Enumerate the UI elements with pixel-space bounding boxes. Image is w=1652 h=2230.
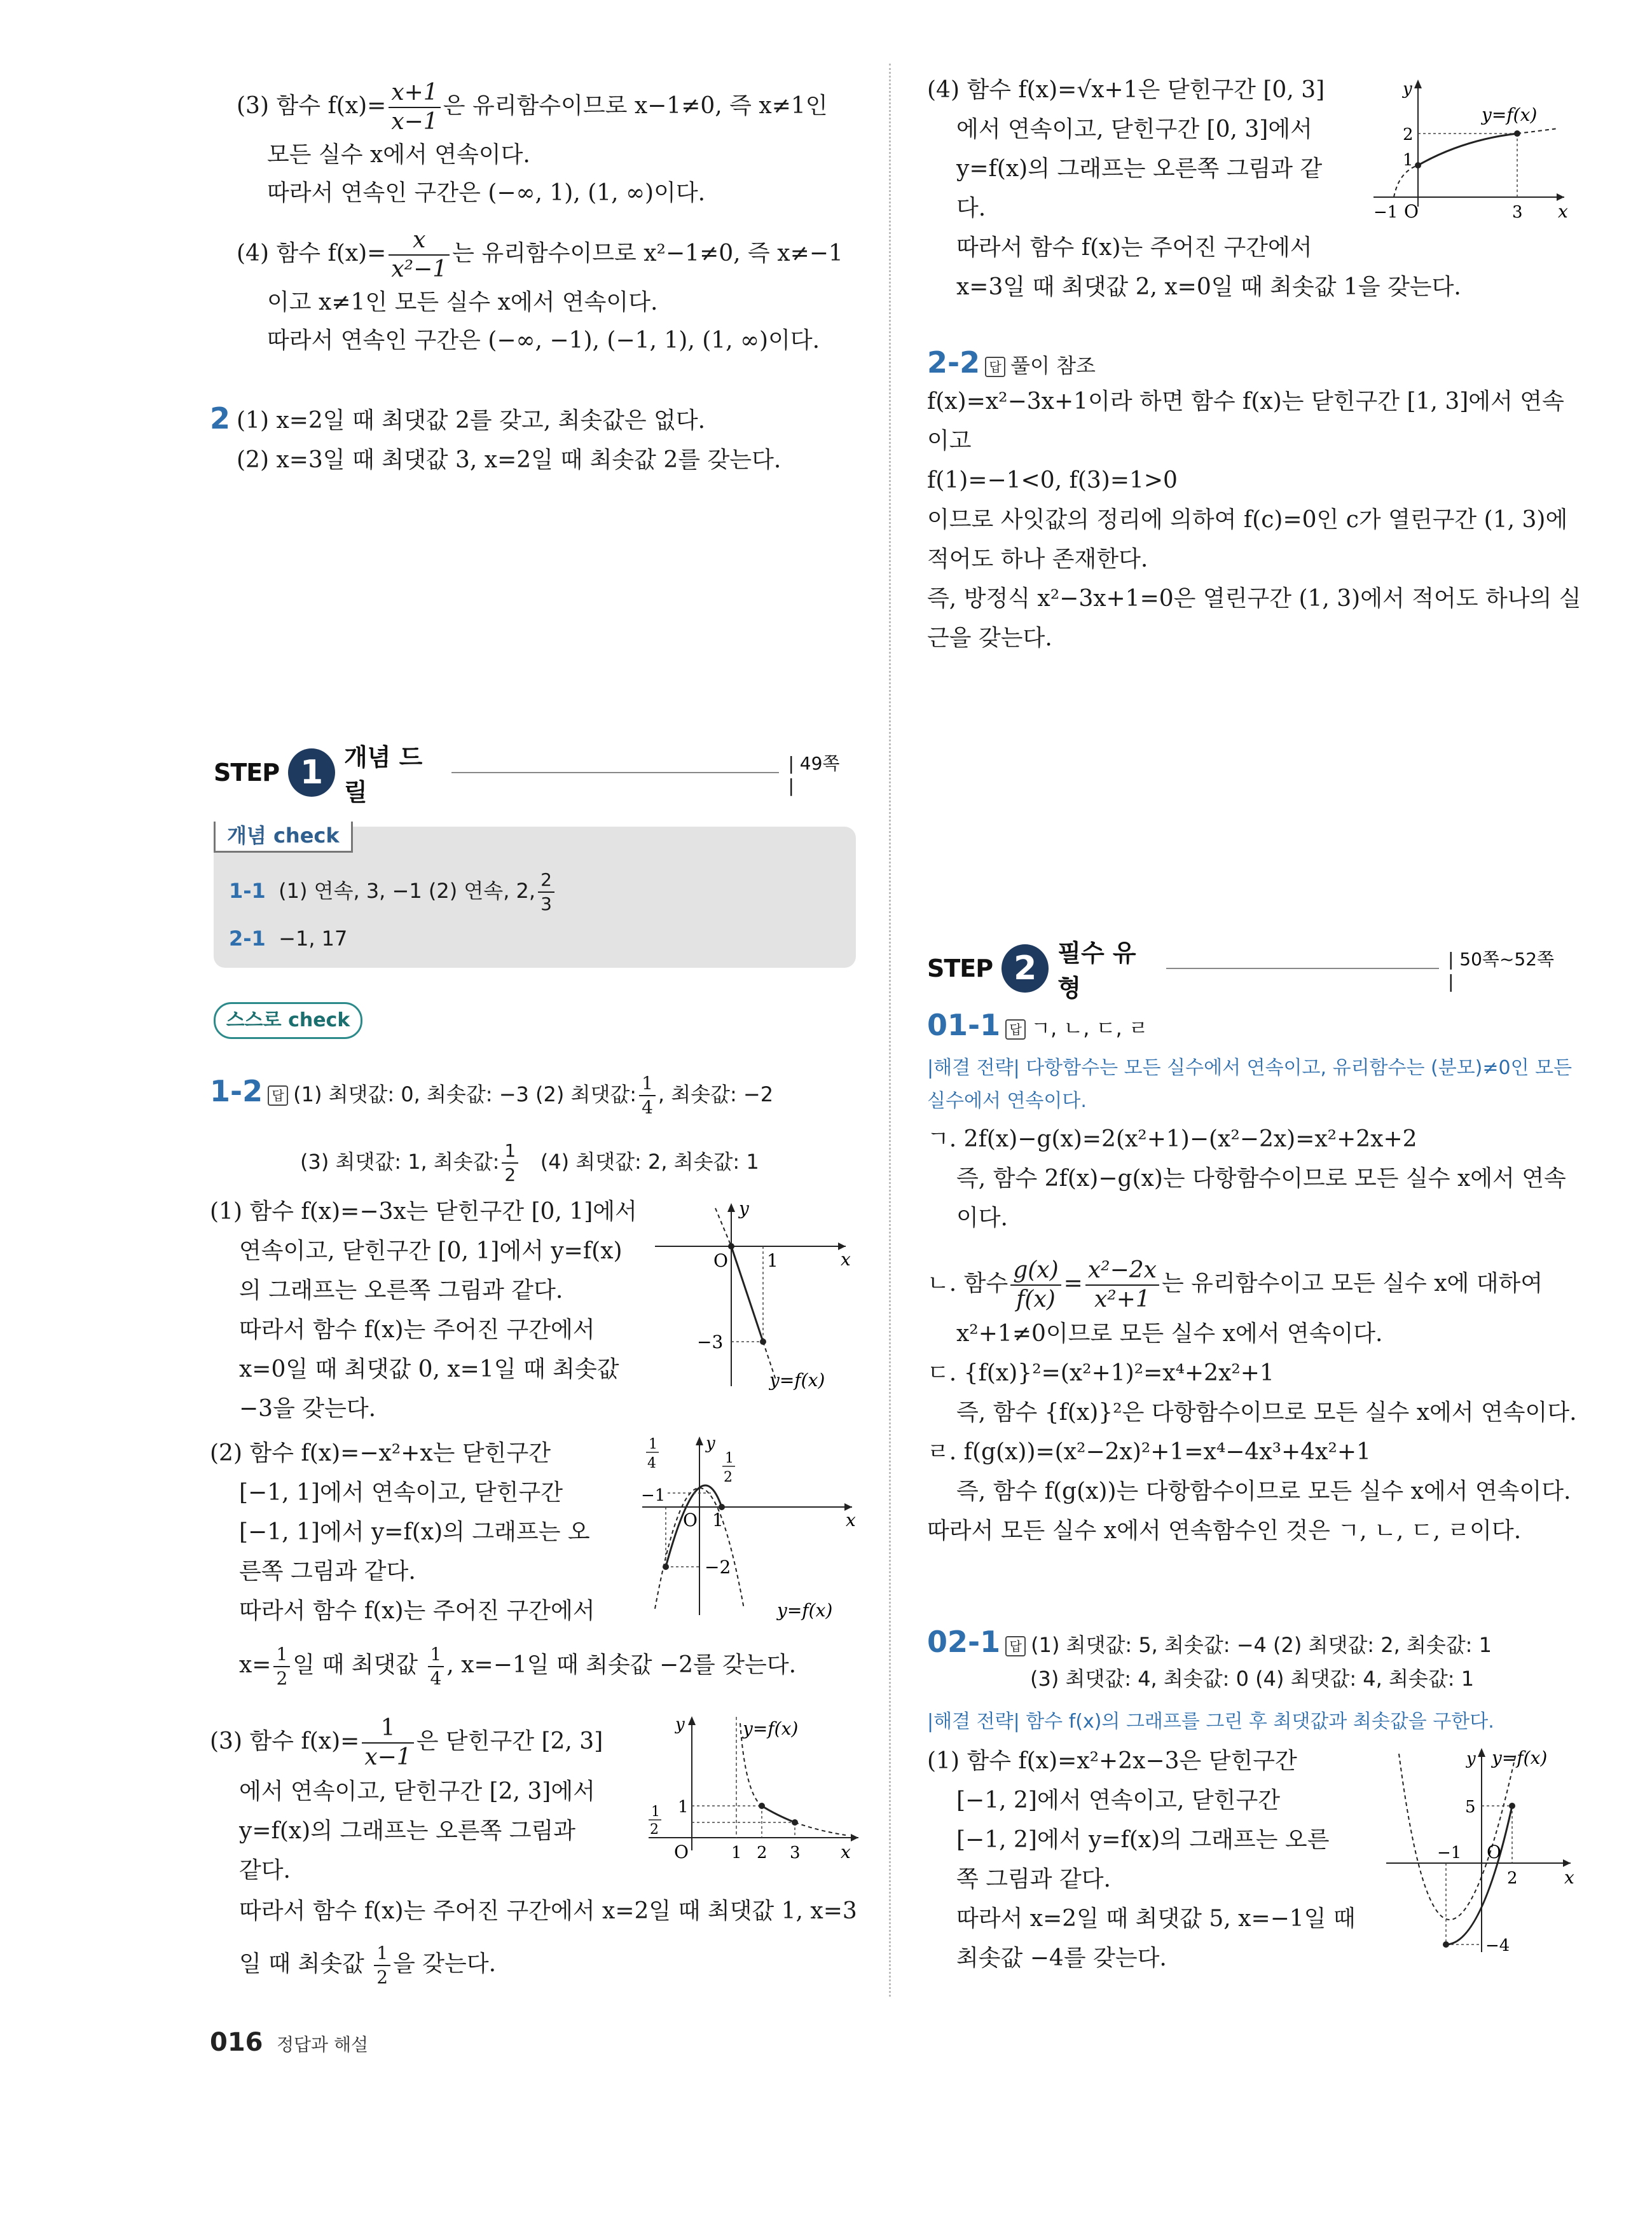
graph-line <box>731 1246 763 1342</box>
graph-dashed-curve <box>1394 165 1418 197</box>
p22-header: 2-2 답 풀이 참조 <box>927 345 1096 380</box>
p12-s2-line: [−1, 1]에서 연속이고, 닫힌구간 <box>239 1480 563 1506</box>
step-label: STEP <box>927 954 993 982</box>
tick-3: 3 <box>1512 203 1523 222</box>
p021-answer2: (3) 최댓값: 4, 최솟값: 0 (4) 최댓값: 4, 최솟값: 1 <box>1030 1667 1475 1691</box>
min-point <box>663 1564 669 1570</box>
origin-label: O <box>1404 201 1419 222</box>
p12-s2-line: 른쪽 그림과 같다. <box>239 1559 416 1585</box>
p021-line: (1) 함수 f(x)=x²+2x−3은 닫힌구간 <box>927 1748 1297 1774</box>
q1-3-line1: (3) 함수 f(x)= $\frac{x+1}{x-1}$ 은 유리함수이므로 x−1≠0, 즉 x≠1인 <box>237 79 828 135</box>
q1-3-line3: 따라서 연속인 구간은 (−∞, 1), (1, ∞)이다. <box>267 180 706 206</box>
tick-2: 2 <box>757 1843 767 1862</box>
step-rule <box>1166 968 1439 969</box>
p12-s1-line: 의 그래프는 오른쪽 그림과 같다. <box>239 1277 563 1304</box>
p12-s3-line1: (3) 함수 f(x)= $\frac{1}{x-1}$ 은 닫힌구간 [2, 3] <box>210 1715 603 1770</box>
p011-line: ㄷ. {f(x)}²=(x²+1)²=x⁴+2x²+1 <box>927 1360 1274 1386</box>
page-footer <box>210 2028 368 2059</box>
step-rule <box>451 772 779 773</box>
step-label: STEP <box>214 759 280 787</box>
tick-m4: −4 <box>1485 1936 1510 1955</box>
x-arrow <box>1557 193 1564 201</box>
step2-header <box>927 933 1563 1003</box>
p22-line: 적어도 하나 존재한다. <box>927 546 1148 572</box>
step-title: 개념 드릴 <box>343 743 423 806</box>
q1-4-line2: 이고 x≠1인 모든 실수 x에서 연속이다. <box>267 289 658 315</box>
graph-dashed-curve <box>795 1822 846 1835</box>
p12-s1-line: (1) 함수 f(x)=−3x는 닫힌구간 [0, 1]에서 <box>210 1199 637 1225</box>
q1-4-line1: (4) 함수 f(x)= $\frac{x}{\text{x²−1}}$ 는 유리함수이므로 x²−1≠0, 즉 x≠−1 <box>237 227 843 282</box>
tick-m3: −3 <box>697 1332 724 1352</box>
curve-label: y=f(x) <box>1482 104 1538 125</box>
step-page: | 49쪽 | <box>788 752 840 796</box>
p12-s3-line: y=f(x)의 그래프는 오른쪽 그림과 <box>239 1818 576 1844</box>
tick-m2: −2 <box>705 1557 731 1578</box>
p021-line: [−1, 2]에서 y=f(x)의 그래프는 오른 <box>956 1827 1330 1853</box>
graph-dashed-curve <box>1399 1754 1516 1920</box>
y-arrow <box>1414 79 1422 88</box>
origin-label: O <box>713 1250 728 1271</box>
y-label: y <box>1466 1749 1476 1768</box>
p12-s1-line: −3을 갖는다. <box>239 1396 376 1422</box>
step-title: 필수 유형 <box>1057 939 1136 1002</box>
x-label: x <box>1558 201 1568 222</box>
graph-parabola <box>1380 1742 1577 1965</box>
p021-line: [−1, 2]에서 연속이고, 닫힌구간 <box>956 1787 1281 1814</box>
origin-label: O <box>683 1510 698 1531</box>
p12-s2-line: 따라서 함수 f(x)는 주어진 구간에서 <box>239 1598 595 1624</box>
min-point <box>760 1339 766 1345</box>
tick-1: 1 <box>767 1250 778 1271</box>
half-den: 2 <box>650 1822 659 1838</box>
q1-4b-line: 따라서 함수 f(x)는 주어진 구간에서 <box>956 235 1312 261</box>
p011-line: 따라서 모든 실수 x에서 연속함수인 것은 ㄱ, ㄴ, ㄷ, ㄹ이다. <box>927 1518 1522 1544</box>
q1-3-line2: 모든 실수 x에서 연속이다. <box>267 142 530 168</box>
tick-m1: −1 <box>641 1486 666 1505</box>
p021-strategy: |해결 전략| 함수 f(x)의 그래프를 그린 후 최댓값과 최솟값을 구한다. <box>927 1710 1494 1733</box>
p12-s3-last: 일 때 최솟값 $\frac{1}{2}$ 을 갖는다. <box>239 1943 497 1988</box>
q1-4-line3: 따라서 연속인 구간은 (−∞, −1), (−1, 1), (1, ∞)이다. <box>267 327 820 354</box>
step-page: | 50쪽~52쪽 | <box>1447 948 1555 992</box>
curve-label: y=f(x) <box>777 1600 833 1621</box>
graph-neg-parabola <box>630 1431 865 1621</box>
p011-header: 01-1 답 ㄱ, ㄴ, ㄷ, ㄹ <box>927 1008 1148 1042</box>
curve-label: y=f(x) <box>743 1718 799 1739</box>
p021-line: 따라서 x=2일 때 최댓값 5, x=−1일 때 <box>956 1906 1356 1932</box>
max-point <box>759 1803 765 1809</box>
min-point <box>1415 162 1421 169</box>
y-label: y <box>1403 79 1412 99</box>
tick-3: 3 <box>790 1843 801 1862</box>
p011-line: 즉, 함수 2f(x)−g(x)는 다항함수이므로 모든 실수 x에서 연속 <box>956 1166 1566 1192</box>
x-label: x <box>1564 1867 1574 1888</box>
tick-1: 1 <box>1403 151 1414 170</box>
y-label: y <box>739 1198 749 1219</box>
p011-line: ㄴ. 함수 $\frac{g(x)}{f(x)}$ = $\frac{\text{x²−2x}}{\text{x²+1}}$ 는 유리함수이고 모든 실수 x에 대하여 <box>927 1257 1543 1312</box>
y-arrow <box>688 1716 696 1725</box>
concept-check-row1: 1-1 (1) 연속, 3, −1 (2) 연속, 2, $\frac{2}{3}$ <box>229 871 557 913</box>
tick-2: 2 <box>1507 1869 1518 1888</box>
max-point <box>1514 130 1520 137</box>
max-point <box>728 1243 734 1249</box>
graph-curve <box>762 1806 795 1822</box>
self-check-pill: 스스로 check <box>214 1002 362 1039</box>
step1-header <box>214 738 850 808</box>
origin-label: O <box>674 1841 689 1862</box>
quarter-num: 1 <box>649 1436 657 1452</box>
p12-s1-line: 따라서 함수 f(x)는 주어진 구간에서 <box>239 1317 595 1343</box>
p12-s3-line: 따라서 함수 f(x)는 주어진 구간에서 x=2일 때 최댓값 1, x=3 <box>239 1898 857 1924</box>
footer-label: 정답과 해설 <box>276 2034 369 2055</box>
quarter-den: 4 <box>647 1456 656 1471</box>
step-number-badge: 1 <box>288 748 335 797</box>
p22-line: 근을 갖는다. <box>927 625 1052 651</box>
tick-m1: −1 <box>1437 1843 1462 1862</box>
tick-1: 1 <box>731 1843 742 1862</box>
x-label: x <box>841 1841 851 1862</box>
tick-1: 1 <box>712 1510 724 1531</box>
q1-4b-line: 다. <box>956 195 986 221</box>
q2-line1: (1) x=2일 때 최댓값 2를 갖고, 최솟값은 없다. <box>237 408 706 434</box>
max-point <box>1509 1803 1515 1809</box>
min-point <box>1443 1941 1449 1948</box>
tick-2: 2 <box>1403 125 1414 144</box>
p12-s2-last: x= $\frac{1}{2}$ 일 때 최댓값 $\frac{1}{4}$ , x=−1일 때 최솟값 −2를 갖는다. <box>239 1644 797 1689</box>
origin-label: O <box>1487 1841 1501 1862</box>
p011-line: 이다. <box>956 1205 1008 1231</box>
concept-check-row2: 2-1 −1, 17 <box>229 926 348 951</box>
q2-number: 2 <box>210 401 231 436</box>
graph-dashed-ext <box>715 1208 731 1246</box>
p22-line: 이므로 사잇값의 정리에 의하여 f(c)=0인 c가 열린구간 (1, 3)에 <box>927 507 1568 533</box>
p12-answer-line2: (3) 최댓값: 1, 최솟값: $\frac{1}{2}$ (4) 최댓값: 2, 최솟값: 1 <box>300 1140 759 1185</box>
y-arrow <box>727 1203 735 1212</box>
p12-s2-line: (2) 함수 f(x)=−x²+x는 닫힌구간 <box>210 1440 551 1466</box>
graph-reciprocal <box>636 1710 865 1863</box>
p021-line: 쪽 그림과 같다. <box>956 1866 1111 1892</box>
column-divider <box>889 64 891 1997</box>
y-arrow <box>696 1436 703 1445</box>
p12-s3-line: 같다. <box>239 1857 291 1883</box>
p12-s3-line: 에서 연속이고, 닫힌구간 [2, 3]에서 <box>239 1779 595 1805</box>
x-arrow <box>851 1834 858 1841</box>
half-den: 2 <box>724 1469 733 1485</box>
page-number: 016 <box>210 2028 263 2057</box>
p12-answer-line1: 1-2 답 (1) 최댓값: 0, 최솟값: −3 (2) 최댓값: $\frac{1}{4}$ , 최솟값: −2 <box>210 1073 774 1118</box>
graph-sqrt <box>1367 70 1577 229</box>
graph-f-minus3x <box>642 1195 858 1405</box>
p22-line: f(1)=−1<0, f(3)=1>0 <box>927 467 1178 493</box>
y-arrow <box>1478 1748 1485 1757</box>
graph-curve <box>1446 1806 1512 1944</box>
tick-1-y: 1 <box>678 1798 689 1817</box>
step-number-badge: 2 <box>1002 944 1049 993</box>
tick-5: 5 <box>1465 1798 1476 1817</box>
curve-label: y=f(x) <box>769 1370 825 1391</box>
p22-line: f(x)=x²−3x+1이라 하면 함수 f(x)는 닫힌구간 [1, 3]에서 연속 <box>927 389 1564 415</box>
half-num: 1 <box>725 1450 734 1466</box>
y-label: y <box>706 1434 715 1453</box>
p021-header: 02-1 답 (1) 최댓값: 5, 최솟값: −4 (2) 최댓값: 2, 최솟값: 1 <box>927 1625 1492 1659</box>
p011-strategy: 실수에서 연속이다. <box>927 1090 1087 1112</box>
p011-line: ㄹ. f(g(x))=(x²−2x)²+1=x⁴−4x³+4x²+1 <box>927 1439 1371 1465</box>
q2-line2: (2) x=3일 때 최댓값 3, x=2일 때 최솟값 2를 갖는다. <box>237 447 781 473</box>
q1-4b-line: 에서 연속이고, 닫힌구간 [0, 3]에서 <box>956 116 1312 142</box>
x-arrow <box>1563 1859 1571 1867</box>
p011-line: 즉, 함수 {f(x)}²은 다항함수이므로 모든 실수 x에서 연속이다. <box>956 1400 1577 1426</box>
p12-s1-line: x=0일 때 최댓값 0, x=1일 때 최솟값 <box>239 1356 619 1382</box>
p011-line: 즉, 함수 f(g(x))는 다항함수이므로 모든 실수 x에서 연속이다. <box>956 1478 1571 1504</box>
graph-dashed-curve <box>1517 128 1558 134</box>
min-point <box>792 1819 798 1826</box>
graph-curve <box>1418 134 1517 165</box>
p011-line: ㄱ. 2f(x)−g(x)=2(x²+1)−(x²−2x)=x²+2x+2 <box>927 1126 1417 1152</box>
q1-4b-line: y=f(x)의 그래프는 오른쪽 그림과 같 <box>956 156 1323 182</box>
p22-line: 이고 <box>927 428 972 454</box>
q1-4b-line: x=3일 때 최댓값 2, x=0일 때 최솟값 1을 갖는다. <box>956 274 1461 300</box>
q1-4b-line: (4) 함수 f(x)=√x+1은 닫힌구간 [0, 3] <box>927 77 1325 103</box>
p12-s2-line: [−1, 1]에서 y=f(x)의 그래프는 오 <box>239 1519 590 1545</box>
concept-check-tag: 개념 check <box>214 822 353 853</box>
p22-line: 즉, 방정식 x²−3x+1=0은 열린구간 (1, 3)에서 적어도 하나의 실 <box>927 586 1581 612</box>
tick-m1: −1 <box>1373 203 1398 222</box>
p011-strategy: |해결 전략| 다항함수는 모든 실수에서 연속이고, 유리함수는 (분모)≠0인 모든 <box>927 1057 1573 1079</box>
p12-s1-line: 연속이고, 닫힌구간 [0, 1]에서 y=f(x) <box>239 1238 623 1264</box>
curve-label: y=f(x) <box>1492 1747 1548 1768</box>
half-num: 1 <box>651 1804 660 1820</box>
x-label: x <box>846 1510 856 1531</box>
p011-line: x²+1≠0이므로 모든 실수 x에서 연속이다. <box>956 1321 1383 1347</box>
p021-line: 최솟값 −4를 갖는다. <box>956 1945 1167 1971</box>
y-label: y <box>675 1715 685 1734</box>
x-label: x <box>841 1249 851 1270</box>
